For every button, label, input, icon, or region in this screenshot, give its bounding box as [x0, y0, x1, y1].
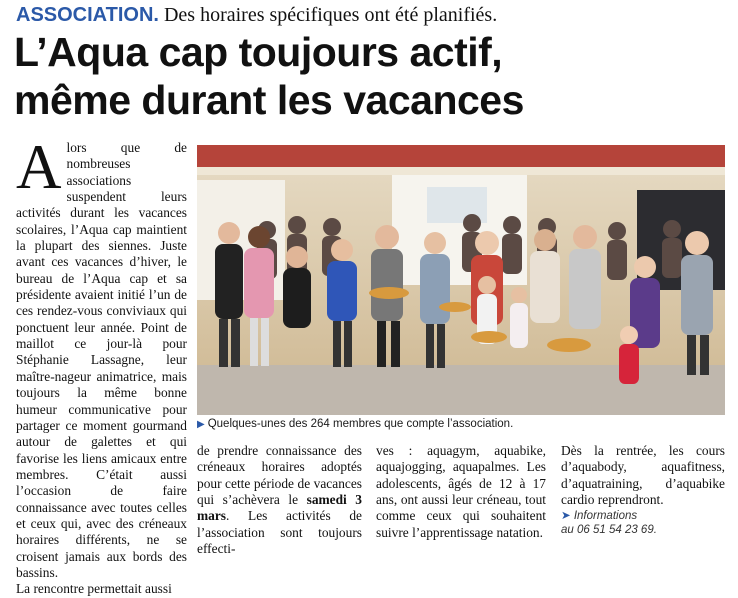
group-photo	[197, 145, 725, 415]
arrow-right-icon: ➤	[561, 510, 571, 523]
info-label: Informations	[573, 510, 638, 523]
article-paragraph-1: lors que de nombreuses associations suspendent leurs activités durant les vacances scolaires, l’Aqua cap maintient la plupart des siennes. Juste avant ces vacances d’hiver, le bureau de l’Aqua cap et sa présidente avaient initié l’un de ces rendez-vous conviviaux qui ponctuent leur année. Point de maillot ce jour-là pour Stéphanie Lassagne, leur maître-nageur animatrice, mais toujours la même bonne humeur communicative pour partager ce moment gourmand autour de galettes et qui favorise les liens amicaux entre membres. C’était aussi l’occasion de faire connaissance avec toutes celles et ceux qui, avec des créneaux horaires différents, ne se croisent jamais aux bords des bassins.	[16, 140, 187, 580]
article-column-1	[16, 132, 187, 598]
headline	[14, 28, 734, 124]
headline-line-2: même durant les vacances	[14, 77, 524, 123]
headline-line-1: L’Aqua cap toujours actif,	[14, 29, 503, 75]
photo-caption-text: Quelques-unes des 264 membres que compte l’association.	[207, 418, 514, 430]
triangle-right-icon: ▶	[197, 419, 205, 430]
kicker-subtitle: Des horaires spécifiques ont été planifiés.	[163, 4, 498, 26]
article-column-2-text-a: de prendre connaissance des créneaux horaires adoptés pour cette période de vacances qui s’achèvera le	[197, 443, 362, 508]
article-column-2	[197, 443, 362, 557]
photo-caption	[197, 418, 725, 430]
article-column-4	[561, 443, 725, 537]
info-box	[561, 509, 725, 537]
article-column-3-text: ves : aquagym, aquabike, aquajogging, aquapalmes. Les adolescents, âgés de 12 à 17 ans, ont aussi leur créneau, tout comme ceux qui souhaitent suivre l’apprentissage natation.	[376, 443, 546, 540]
kicker	[16, 2, 497, 28]
article-column-4-text: Dès la rentrée, les cours d’aquabody, aquafitness, d’aquatraining, d’aquabike cardio reprendront.	[561, 443, 725, 508]
article-date-bold: samedi 3 mars	[197, 492, 363, 524]
group-photo-illustration	[197, 145, 725, 415]
article-column-3	[376, 443, 546, 541]
article-column-2-text-b: . Les activités de l’association sont toujours effecti-	[197, 508, 362, 557]
drop-cap: A	[16, 132, 62, 202]
section-tag: ASSOCIATION.	[16, 4, 159, 26]
info-phone: au 06 51 54 23 69.	[561, 524, 657, 537]
article-paragraph-2: La rencontre permettait aussi	[16, 581, 172, 597]
